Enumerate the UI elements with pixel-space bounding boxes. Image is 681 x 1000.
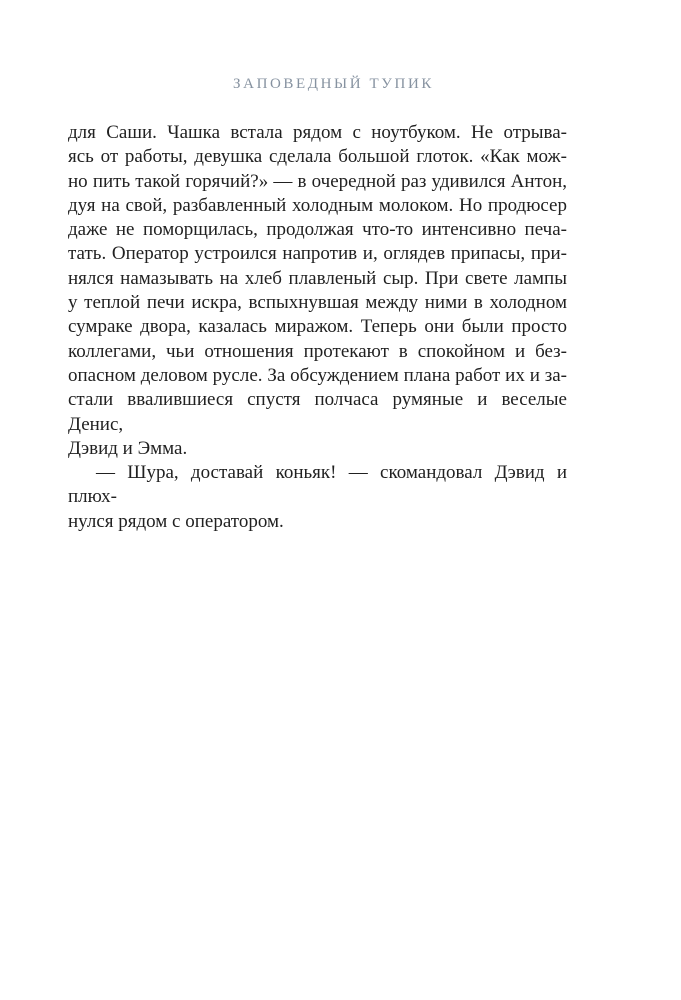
text-line: даже не поморщилась, продолжая что-то интенсивно печа-: [68, 219, 567, 241]
text-line: тать. Оператор устроился напротив и, оглядев припасы, при-: [68, 243, 567, 265]
paragraph: [68, 121, 567, 461]
text-line: нялся намазывать на хлеб плавленый сыр. При свете лампы: [68, 267, 567, 289]
text-line: стали ввалившиеся спустя полчаса румяные и веселые Денис,: [68, 389, 567, 435]
text-line: — Шура, доставай коньяк! — скомандовал Дэвид и плюх-: [68, 462, 567, 508]
text-line: опасном деловом русле. За обсуждением плана работ их и за-: [68, 364, 567, 386]
text-line: но пить такой горячий?» — в очередной раз удивился Антон,: [68, 170, 567, 192]
text-line: ясь от работы, девушка сделала большой глоток. «Как мож-: [68, 146, 567, 168]
body-text: [68, 121, 567, 534]
text-line: Дэвид и Эмма.: [68, 437, 188, 459]
text-line: дуя на свой, разбавленный холодным молоком. Но продюсер: [68, 194, 567, 216]
text-line: сумраке двора, казалась миражом. Теперь они были просто: [68, 316, 567, 338]
text-line: для Саши. Чашка встала рядом с ноутбуком. Не отрыва-: [68, 122, 567, 143]
paragraph: [68, 461, 567, 534]
text-line: коллегами, чьи отношения протекают в спокойном и без-: [68, 340, 567, 362]
text-line: у теплой печи искра, вспыхнувшая между ними в холодном: [68, 292, 567, 314]
text-line: нулся рядом с оператором.: [68, 510, 284, 532]
running-head: ЗАПОВЕДНЫЙ ТУПИК: [233, 76, 434, 92]
